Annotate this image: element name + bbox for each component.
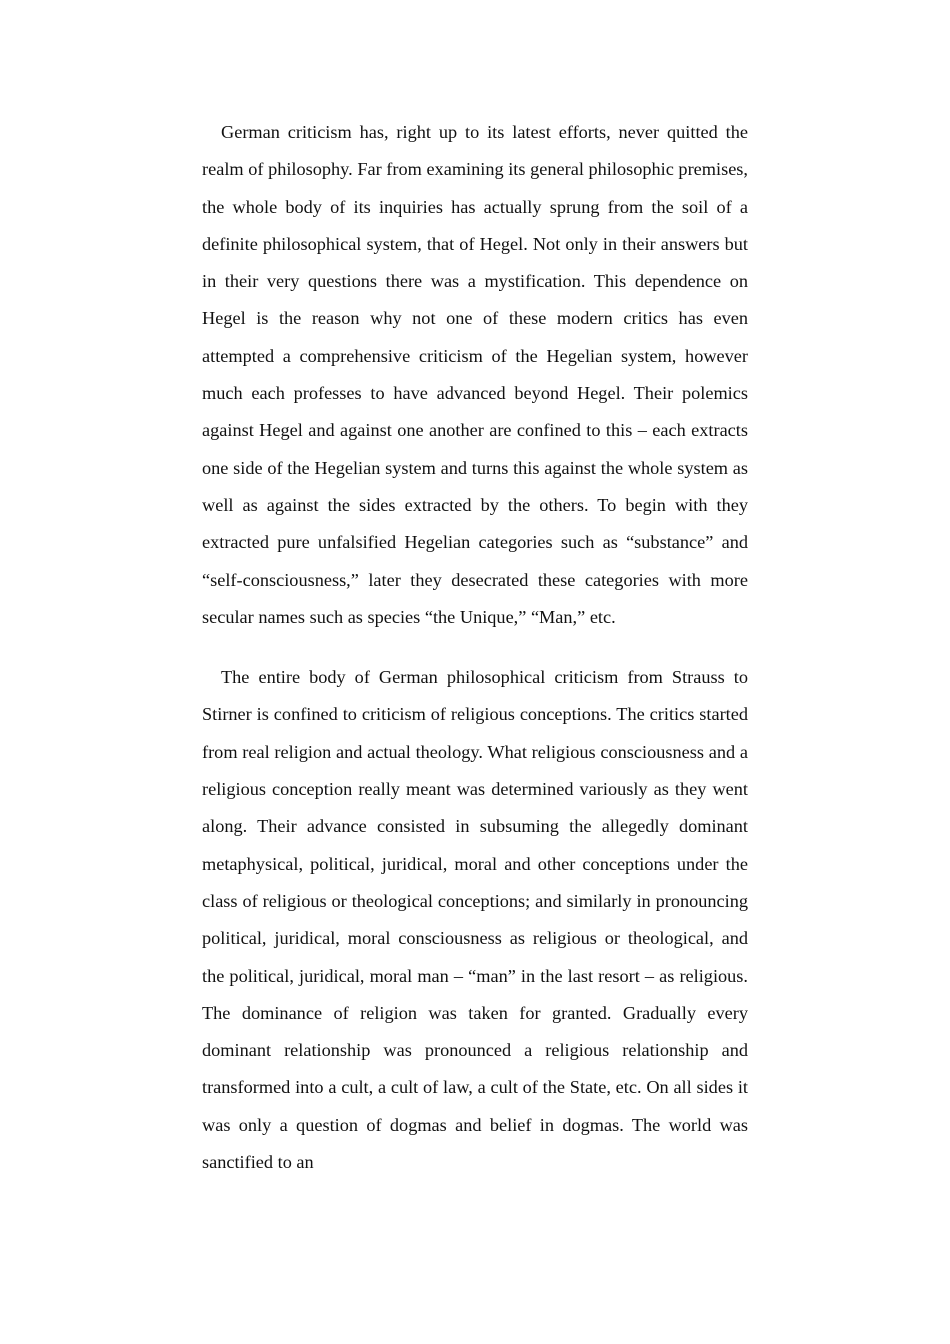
paragraph-2: The entire body of German philosophical criticism from Strauss to Stirner is confined to criticism of religious conceptions. The critics started from real religion and actual theology. What religious consciousness and a religious conception really meant was determined variously as they went along. Their advance consisted in subsuming the allegedly dominant metaphysical, political, juridical, moral and other conceptions under the class of religious or theological conceptions; and similarly in pronouncing political, juridical, moral consciousness as religious or theological, and the political, juridical, moral man – “man” in the last resort – as religious. The dominance of religion was taken for granted. Gradually every dominant relationship was pronounced a religious relationship and transformed into a cult, a cult of law, a cult of the State, etc. On all sides it was only a question of dogmas and belief in dogmas. The world was sanctified to an [202,667,748,1173]
paragraph-1: German criticism has, right up to its latest efforts, never quitted the realm of philosophy. Far from examining its general philosophic premises, the whole body of its inquiries has actually sprung from the soil of a definite philosophical system, that of Hegel. Not only in their answers but in their very questions there was a mystification. This dependence on Hegel is the reason why not one of these modern critics has even attempted a comprehensive criticism of the Hegelian system, however much each professes to have advanced beyond Hegel. Their polemics against Hegel and against one another are confined to this – each extracts one side of the Hegelian system and turns this against the whole system as well as against the sides extracted by the others. To begin with they extracted pure unfalsified Hegelian categories such as “substance” and “self-consciousness,” later they desecrated these categories with more secular names such as species “the Unique,” “Man,” etc. [202,122,748,627]
body-text [202,114,748,1181]
